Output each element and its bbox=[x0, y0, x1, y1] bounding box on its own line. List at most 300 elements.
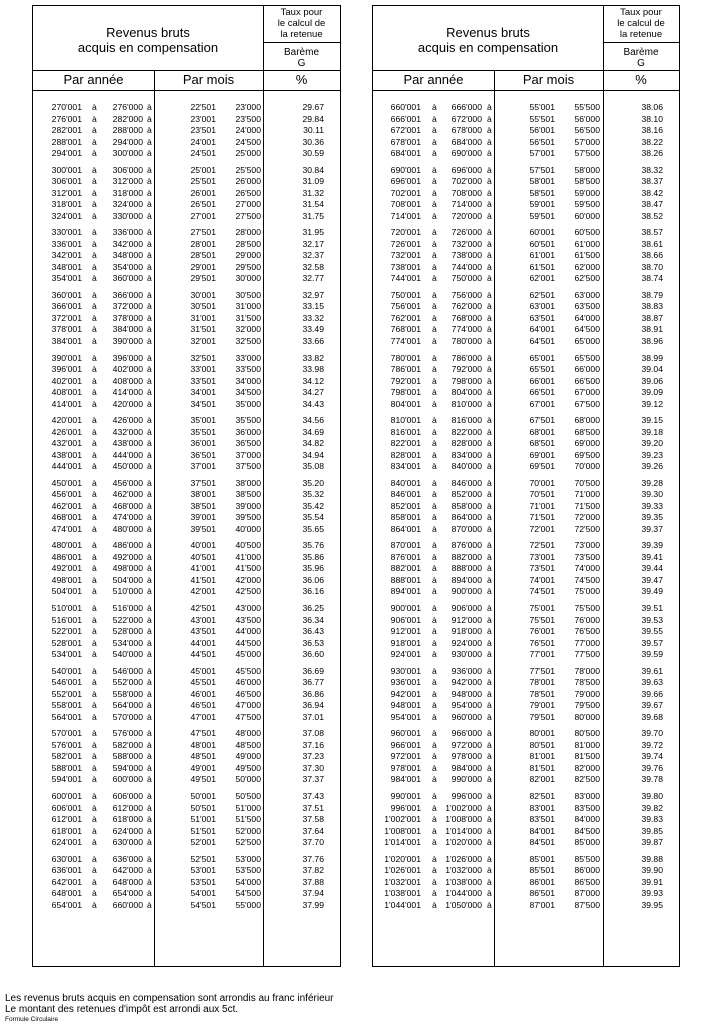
header-divider bbox=[603, 42, 679, 43]
monthly-from: 37'501 bbox=[190, 477, 216, 488]
monthly-to: 34'500 bbox=[235, 387, 261, 398]
table-row bbox=[373, 301, 679, 313]
monthly-from: 35'501 bbox=[190, 426, 216, 437]
annual-to: 360'000 bbox=[112, 273, 143, 284]
annual-from: 828'001 bbox=[390, 449, 421, 460]
annual-to: 426'000 bbox=[112, 415, 143, 426]
row-group bbox=[373, 540, 679, 598]
monthly-to: 59'500 bbox=[574, 199, 600, 210]
range-separator: à bbox=[147, 438, 152, 449]
rate-percent: 38.99 bbox=[641, 352, 663, 363]
bareme-line: Barème bbox=[623, 47, 659, 58]
monthly-from: 23'501 bbox=[190, 125, 216, 135]
range-separator: à bbox=[147, 352, 152, 363]
table-row bbox=[373, 399, 679, 411]
annual-to: 726'000 bbox=[451, 227, 482, 238]
rate-percent: 37.70 bbox=[302, 837, 324, 848]
range-separator: à bbox=[432, 637, 437, 648]
range-separator: à bbox=[147, 187, 152, 198]
annual-from: 984'001 bbox=[390, 774, 421, 785]
range-separator: à bbox=[487, 113, 492, 124]
rate-percent: 36.77 bbox=[302, 677, 324, 688]
annual-to: 762'000 bbox=[451, 301, 482, 312]
table-row bbox=[373, 700, 679, 712]
monthly-from: 29'001 bbox=[190, 261, 216, 272]
rate-percent: 39.72 bbox=[641, 739, 663, 750]
annual-to: 636'000 bbox=[112, 853, 143, 864]
range-separator: à bbox=[432, 489, 437, 500]
annual-from: 750'001 bbox=[390, 289, 421, 300]
table-row bbox=[373, 137, 679, 149]
range-separator: à bbox=[432, 649, 437, 660]
annual-to: 312'000 bbox=[112, 176, 143, 187]
range-separator: à bbox=[432, 865, 437, 876]
table-row bbox=[373, 837, 679, 849]
row-group bbox=[33, 854, 340, 912]
range-separator: à bbox=[92, 438, 97, 449]
monthly-to: 65'500 bbox=[574, 352, 600, 363]
table-row bbox=[33, 763, 340, 775]
monthly-from: 80'001 bbox=[529, 728, 555, 739]
rate-percent: 30.84 bbox=[302, 164, 324, 175]
annual-to: 876'000 bbox=[451, 540, 482, 551]
range-separator: à bbox=[92, 375, 97, 386]
table-row bbox=[33, 854, 340, 866]
monthly-to: 70'500 bbox=[574, 477, 600, 488]
rate-percent: 35.54 bbox=[302, 512, 324, 523]
annual-to: 492'000 bbox=[112, 551, 143, 562]
monthly-from: 87'001 bbox=[529, 899, 555, 910]
rate-percent: 37.51 bbox=[302, 802, 324, 813]
annual-to: 498'000 bbox=[112, 563, 143, 574]
annual-from: 882'001 bbox=[390, 563, 421, 574]
annual-from: 546'001 bbox=[51, 677, 82, 688]
range-separator: à bbox=[487, 438, 492, 449]
range-separator: à bbox=[92, 774, 97, 785]
monthly-from: 71'001 bbox=[529, 500, 555, 511]
monthly-from: 48'501 bbox=[190, 751, 216, 762]
table-row bbox=[33, 290, 340, 302]
monthly-from: 45'501 bbox=[190, 677, 216, 688]
rate-percent: 38.66 bbox=[641, 250, 663, 261]
range-separator: à bbox=[432, 574, 437, 585]
monthly-from: 84'501 bbox=[529, 837, 555, 848]
range-separator: à bbox=[147, 728, 152, 739]
annual-to: 996'000 bbox=[451, 791, 482, 802]
rate-percent: 36.16 bbox=[302, 586, 324, 597]
monthly-to: 24'000 bbox=[235, 125, 261, 135]
range-separator: à bbox=[487, 728, 492, 739]
monthly-to: 47'500 bbox=[235, 711, 261, 722]
monthly-from: 33'501 bbox=[190, 375, 216, 386]
range-separator: à bbox=[487, 148, 492, 158]
rate-percent: 37.64 bbox=[302, 825, 324, 836]
monthly-from: 53'501 bbox=[190, 876, 216, 887]
table-row bbox=[33, 399, 340, 411]
annual-to: 684'000 bbox=[451, 136, 482, 147]
range-separator: à bbox=[92, 540, 97, 551]
range-separator: à bbox=[92, 802, 97, 813]
annual-from: 678'001 bbox=[390, 136, 421, 147]
table-row bbox=[373, 865, 679, 877]
range-separator: à bbox=[92, 125, 97, 135]
rate-percent: 34.82 bbox=[302, 438, 324, 449]
range-separator: à bbox=[487, 899, 492, 910]
table-row bbox=[33, 438, 340, 450]
range-separator: à bbox=[432, 853, 437, 864]
annual-to: 924'000 bbox=[451, 637, 482, 648]
annual-from: 384'001 bbox=[51, 335, 82, 346]
header-divider bbox=[373, 90, 679, 91]
monthly-to: 87'000 bbox=[574, 888, 600, 899]
range-separator: à bbox=[487, 665, 492, 676]
monthly-from: 59'001 bbox=[529, 199, 555, 210]
monthly-from: 69'001 bbox=[529, 449, 555, 460]
rate-percent: 38.70 bbox=[641, 261, 663, 272]
monthly-from: 83'001 bbox=[529, 802, 555, 813]
range-separator: à bbox=[432, 814, 437, 825]
table-row bbox=[33, 740, 340, 752]
monthly-to: 30'000 bbox=[235, 273, 261, 284]
range-separator: à bbox=[487, 888, 492, 899]
range-separator: à bbox=[432, 426, 437, 437]
monthly-from: 36'501 bbox=[190, 449, 216, 460]
range-separator: à bbox=[432, 614, 437, 625]
annual-from: 318'001 bbox=[51, 199, 82, 210]
annual-from: 696'001 bbox=[390, 176, 421, 187]
range-separator: à bbox=[92, 837, 97, 848]
annual-to: 522'000 bbox=[112, 614, 143, 625]
table-row bbox=[33, 586, 340, 598]
range-separator: à bbox=[487, 187, 492, 198]
range-separator: à bbox=[147, 899, 152, 910]
annual-from: 660'001 bbox=[390, 102, 421, 112]
rate-percent: 33.49 bbox=[302, 324, 324, 335]
header-divider bbox=[33, 90, 340, 91]
annual-from: 780'001 bbox=[390, 352, 421, 363]
monthly-to: 47'000 bbox=[235, 700, 261, 711]
annual-to: 990'000 bbox=[451, 774, 482, 785]
monthly-to: 60'000 bbox=[574, 210, 600, 221]
rate-percent: 38.79 bbox=[641, 289, 663, 300]
monthly-from: 34'001 bbox=[190, 387, 216, 398]
table-body bbox=[373, 102, 679, 916]
monthly-from: 57'001 bbox=[529, 148, 555, 158]
monthly-from: 76'501 bbox=[529, 637, 555, 648]
table-row bbox=[373, 540, 679, 552]
range-separator: à bbox=[487, 865, 492, 876]
range-separator: à bbox=[92, 312, 97, 323]
monthly-from: 85'001 bbox=[529, 853, 555, 864]
annual-from: 360'001 bbox=[51, 289, 82, 300]
annual-from: 654'001 bbox=[51, 899, 82, 910]
annual-from: 804'001 bbox=[390, 398, 421, 409]
table-row bbox=[33, 148, 340, 160]
annual-to: 516'000 bbox=[112, 603, 143, 614]
table-title bbox=[33, 25, 263, 55]
range-separator: à bbox=[487, 387, 492, 398]
range-separator: à bbox=[92, 626, 97, 637]
rate-percent: 39.95 bbox=[641, 899, 663, 910]
annual-from: 582'001 bbox=[51, 751, 82, 762]
range-separator: à bbox=[92, 199, 97, 210]
rate-header-line: le calcul de bbox=[277, 18, 326, 29]
table-row bbox=[373, 102, 679, 114]
rate-percent: 34.69 bbox=[302, 426, 324, 437]
annual-to: 672'000 bbox=[451, 113, 482, 124]
range-separator: à bbox=[487, 626, 492, 637]
monthly-to: 52'000 bbox=[235, 825, 261, 836]
range-separator: à bbox=[92, 665, 97, 676]
range-separator: à bbox=[487, 477, 492, 488]
monthly-from: 33'001 bbox=[190, 364, 216, 375]
range-separator: à bbox=[147, 324, 152, 335]
range-separator: à bbox=[92, 551, 97, 562]
range-separator: à bbox=[147, 500, 152, 511]
rate-percent: 39.18 bbox=[641, 426, 663, 437]
table-row bbox=[373, 552, 679, 564]
range-separator: à bbox=[92, 227, 97, 238]
rate-percent: 39.33 bbox=[641, 500, 663, 511]
monthly-to: 40'000 bbox=[235, 523, 261, 534]
annual-from: 576'001 bbox=[51, 739, 82, 750]
rate-percent: 32.37 bbox=[302, 250, 324, 261]
monthly-from: 77'001 bbox=[529, 649, 555, 660]
table-row bbox=[33, 211, 340, 223]
range-separator: à bbox=[432, 273, 437, 284]
range-separator: à bbox=[432, 125, 437, 135]
annual-to: 336'000 bbox=[112, 227, 143, 238]
annual-to: 450'000 bbox=[112, 461, 143, 472]
range-separator: à bbox=[487, 500, 492, 511]
range-separator: à bbox=[432, 739, 437, 750]
table-body bbox=[33, 102, 340, 916]
annual-to: 318'000 bbox=[112, 187, 143, 198]
range-separator: à bbox=[92, 888, 97, 899]
monthly-to: 27'500 bbox=[235, 210, 261, 221]
rate-percent: 36.69 bbox=[302, 665, 324, 676]
range-separator: à bbox=[147, 825, 152, 836]
range-separator: à bbox=[432, 665, 437, 676]
annual-from: 516'001 bbox=[51, 614, 82, 625]
monthly-to: 38'500 bbox=[235, 489, 261, 500]
range-separator: à bbox=[432, 751, 437, 762]
rate-percent: 38.52 bbox=[641, 210, 663, 221]
rate-percent: 39.88 bbox=[641, 853, 663, 864]
annual-to: 1'032'000 bbox=[445, 865, 482, 876]
monthly-from: 67'001 bbox=[529, 398, 555, 409]
table-row bbox=[373, 353, 679, 365]
monthly-to: 74'500 bbox=[574, 574, 600, 585]
range-separator: à bbox=[432, 438, 437, 449]
monthly-from: 79'001 bbox=[529, 700, 555, 711]
monthly-from: 42'001 bbox=[190, 586, 216, 597]
annual-from: 1'032'001 bbox=[384, 876, 421, 887]
annual-to: 918'000 bbox=[451, 626, 482, 637]
range-separator: à bbox=[92, 899, 97, 910]
annual-from: 306'001 bbox=[51, 176, 82, 187]
annual-from: 756'001 bbox=[390, 301, 421, 312]
annual-from: 666'001 bbox=[390, 113, 421, 124]
rate-percent: 38.96 bbox=[641, 335, 663, 346]
range-separator: à bbox=[92, 250, 97, 261]
range-separator: à bbox=[147, 540, 152, 551]
monthly-to: 30'500 bbox=[235, 289, 261, 300]
range-separator: à bbox=[432, 301, 437, 312]
monthly-from: 66'001 bbox=[529, 375, 555, 386]
range-separator: à bbox=[487, 461, 492, 472]
range-separator: à bbox=[92, 614, 97, 625]
range-separator: à bbox=[487, 426, 492, 437]
range-separator: à bbox=[432, 888, 437, 899]
table-row bbox=[373, 239, 679, 251]
monthly-to: 71'000 bbox=[574, 489, 600, 500]
row-group bbox=[33, 728, 340, 786]
annual-from: 354'001 bbox=[51, 273, 82, 284]
rate-percent: 39.91 bbox=[641, 876, 663, 887]
monthly-from: 24'001 bbox=[190, 136, 216, 147]
range-separator: à bbox=[432, 512, 437, 523]
table-row bbox=[33, 626, 340, 638]
monthly-to: 68'000 bbox=[574, 415, 600, 426]
monthly-to: 44'500 bbox=[235, 637, 261, 648]
range-separator: à bbox=[147, 614, 152, 625]
table-row bbox=[33, 102, 340, 114]
monthly-to: 78'500 bbox=[574, 677, 600, 688]
bareme-label bbox=[603, 47, 679, 69]
monthly-from: 81'001 bbox=[529, 751, 555, 762]
rate-percent: 31.09 bbox=[302, 176, 324, 187]
monthly-from: 26'001 bbox=[190, 187, 216, 198]
annual-to: 870'000 bbox=[451, 523, 482, 534]
monthly-to: 42'500 bbox=[235, 586, 261, 597]
table-row bbox=[33, 461, 340, 473]
annual-from: 390'001 bbox=[51, 352, 82, 363]
rate-percent: 39.90 bbox=[641, 865, 663, 876]
annual-from: 606'001 bbox=[51, 802, 82, 813]
range-separator: à bbox=[92, 563, 97, 574]
range-separator: à bbox=[147, 853, 152, 864]
row-group bbox=[373, 603, 679, 661]
annual-to: 642'000 bbox=[112, 865, 143, 876]
range-separator: à bbox=[92, 728, 97, 739]
monthly-to: 66'500 bbox=[574, 375, 600, 386]
annual-to: 834'000 bbox=[451, 449, 482, 460]
title-line: acquis en compensation bbox=[77, 40, 219, 55]
range-separator: à bbox=[487, 289, 492, 300]
table-row bbox=[373, 376, 679, 388]
monthly-to: 24'500 bbox=[235, 136, 261, 147]
range-separator: à bbox=[92, 523, 97, 534]
table-row bbox=[373, 888, 679, 900]
monthly-from: 25'001 bbox=[190, 164, 216, 175]
range-separator: à bbox=[432, 164, 437, 175]
annual-from: 366'001 bbox=[51, 301, 82, 312]
range-separator: à bbox=[147, 312, 152, 323]
table-row bbox=[373, 638, 679, 650]
monthly-to: 51'000 bbox=[235, 802, 261, 813]
range-separator: à bbox=[147, 649, 152, 660]
annual-to: 576'000 bbox=[112, 728, 143, 739]
range-separator: à bbox=[92, 148, 97, 158]
annual-to: 984'000 bbox=[451, 762, 482, 773]
monthly-from: 35'001 bbox=[190, 415, 216, 426]
monthly-from: 23'001 bbox=[190, 113, 216, 124]
table-row bbox=[33, 638, 340, 650]
annual-to: 864'000 bbox=[451, 512, 482, 523]
monthly-from: 68'001 bbox=[529, 426, 555, 437]
monthly-to: 84'500 bbox=[574, 825, 600, 836]
annual-from: 312'001 bbox=[51, 187, 82, 198]
annual-from: 348'001 bbox=[51, 261, 82, 272]
range-separator: à bbox=[147, 637, 152, 648]
rate-percent: 29.67 bbox=[302, 102, 324, 112]
table-row bbox=[373, 854, 679, 866]
table-row bbox=[33, 888, 340, 900]
monthly-to: 39'500 bbox=[235, 512, 261, 523]
rate-percent: 38.32 bbox=[641, 164, 663, 175]
range-separator: à bbox=[432, 500, 437, 511]
range-separator: à bbox=[147, 739, 152, 750]
monthly-to: 75'500 bbox=[574, 603, 600, 614]
table-row bbox=[373, 250, 679, 262]
table-row bbox=[33, 376, 340, 388]
table-row bbox=[33, 751, 340, 763]
range-separator: à bbox=[147, 888, 152, 899]
annual-from: 840'001 bbox=[390, 477, 421, 488]
monthly-to: 84'000 bbox=[574, 814, 600, 825]
table-row bbox=[33, 563, 340, 575]
monthly-to: 57'500 bbox=[574, 148, 600, 158]
row-group bbox=[33, 290, 340, 348]
table-row bbox=[373, 666, 679, 678]
rate-percent: 38.42 bbox=[641, 187, 663, 198]
annual-from: 918'001 bbox=[390, 637, 421, 648]
table-row bbox=[33, 427, 340, 439]
range-separator: à bbox=[92, 762, 97, 773]
annual-to: 294'000 bbox=[112, 136, 143, 147]
range-separator: à bbox=[92, 489, 97, 500]
rate-percent: 39.23 bbox=[641, 449, 663, 460]
annual-to: 600'000 bbox=[112, 774, 143, 785]
table-row bbox=[33, 877, 340, 889]
range-separator: à bbox=[147, 148, 152, 158]
range-separator: à bbox=[147, 449, 152, 460]
range-separator: à bbox=[487, 210, 492, 221]
range-separator: à bbox=[147, 802, 152, 813]
range-separator: à bbox=[432, 837, 437, 848]
title-line: Revenus bruts bbox=[446, 25, 530, 40]
range-separator: à bbox=[147, 398, 152, 409]
annual-from: 762'001 bbox=[390, 312, 421, 323]
rate-percent: 33.66 bbox=[302, 335, 324, 346]
range-separator: à bbox=[432, 586, 437, 597]
annual-from: 702'001 bbox=[390, 187, 421, 198]
annual-to: 750'000 bbox=[451, 273, 482, 284]
annual-from: 1'008'001 bbox=[384, 825, 421, 836]
annual-from: 648'001 bbox=[51, 888, 82, 899]
annual-to: 654'000 bbox=[112, 888, 143, 899]
table-row bbox=[33, 239, 340, 251]
footer-form-label: Formule Circulaire bbox=[5, 1016, 59, 1023]
table-row bbox=[33, 774, 340, 786]
annual-to: 288'000 bbox=[112, 125, 143, 135]
range-separator: à bbox=[147, 876, 152, 887]
range-separator: à bbox=[147, 113, 152, 124]
rate-percent: 37.76 bbox=[302, 853, 324, 864]
monthly-to: 46'000 bbox=[235, 677, 261, 688]
monthly-to: 54'500 bbox=[235, 888, 261, 899]
